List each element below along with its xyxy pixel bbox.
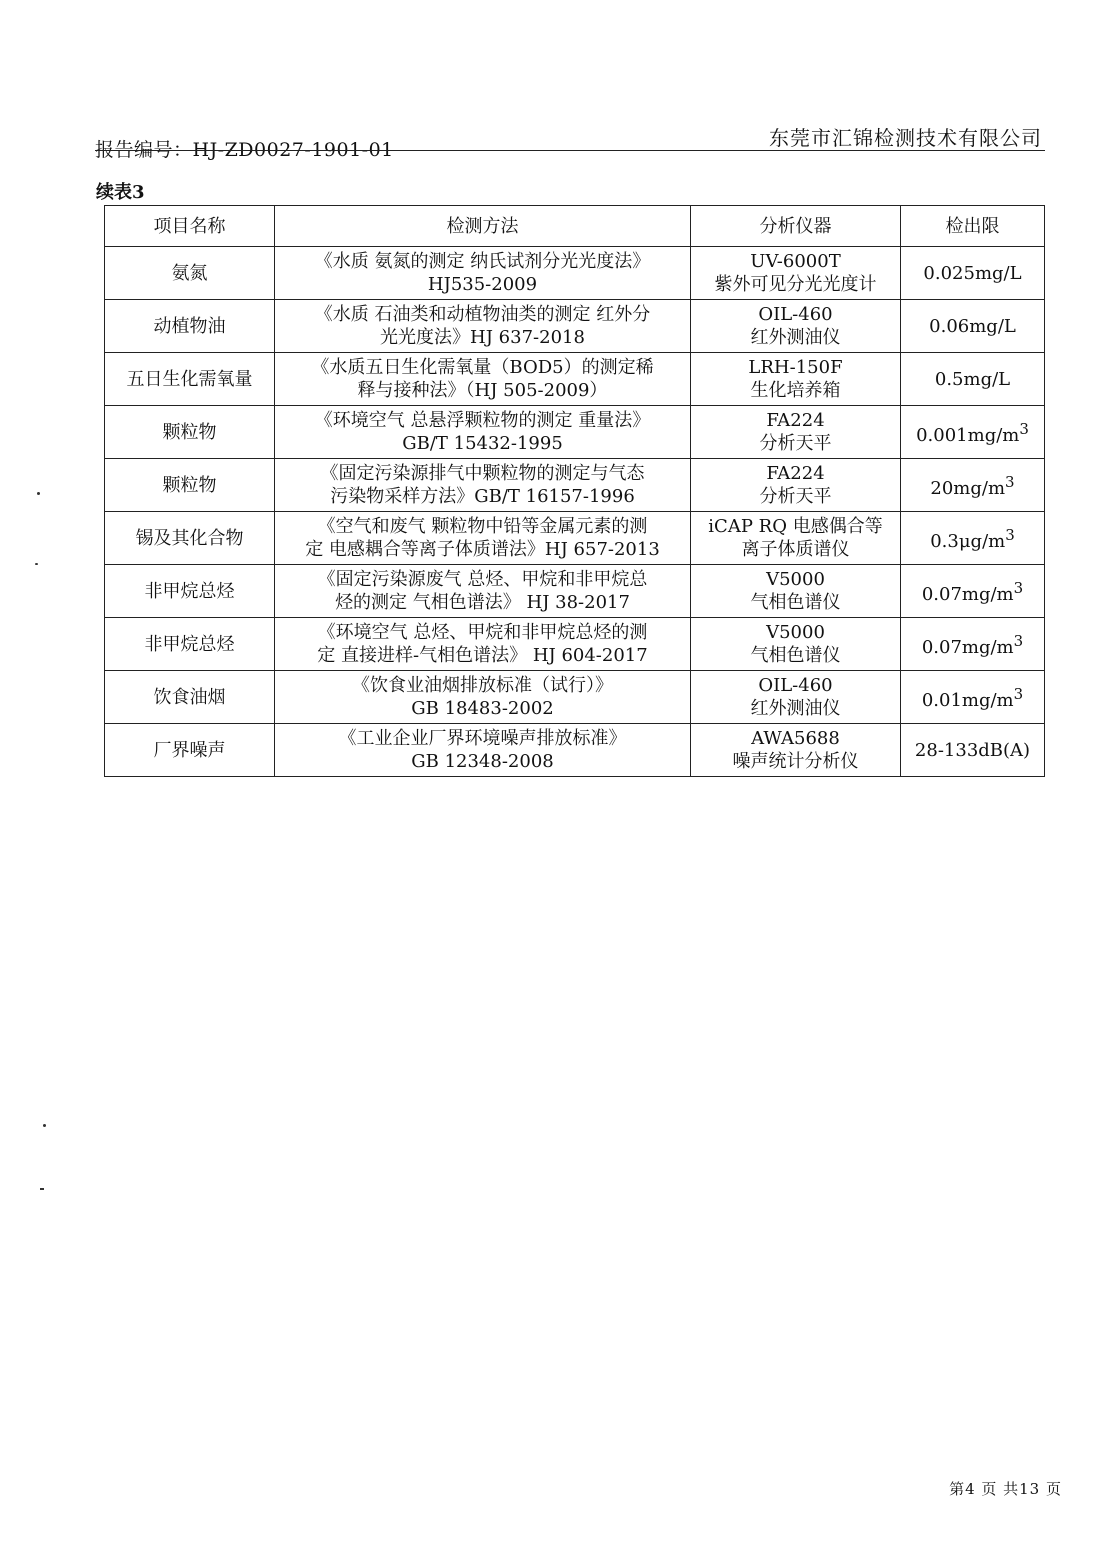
detection-limit-cell xyxy=(901,671,1045,724)
detection-limit-cell xyxy=(901,247,1045,300)
company-name: 东莞市汇锦检测技术有限公司 xyxy=(769,126,1042,150)
item-name-cell: 颗粒物 xyxy=(105,459,275,512)
detection-limit-value: 0.01mg/m xyxy=(921,689,1014,711)
method-line: GB/T 15432-1995 xyxy=(402,433,563,454)
instrument-line: 噪声统计分析仪 xyxy=(732,751,859,772)
instrument-line: FA224 xyxy=(766,410,825,431)
instrument-line: FA224 xyxy=(766,463,825,484)
detection-limit-cell xyxy=(901,512,1045,565)
method-cell xyxy=(275,671,691,724)
method-cell xyxy=(275,247,691,300)
method-line: 烃的测定 气相色谱法》 HJ 38-2017 xyxy=(335,592,630,613)
method-line: 《水质 石油类和动植物油类的测定 红外分 xyxy=(314,304,651,325)
instrument-cell xyxy=(691,353,901,406)
instrument-line: OIL-460 xyxy=(758,675,833,696)
detection-limit-cell xyxy=(901,300,1045,353)
instrument-cell xyxy=(691,565,901,618)
scan-speck xyxy=(37,492,40,495)
method-cell xyxy=(275,353,691,406)
table-row xyxy=(105,671,1045,724)
method-line: HJ535-2009 xyxy=(427,274,538,295)
instrument-line: 红外测油仪 xyxy=(750,698,841,719)
item-name-cell: 非甲烷总烃 xyxy=(105,618,275,671)
method-line: 《水质 氨氮的测定 纳氏试剂分光光度法》 xyxy=(314,251,651,272)
item-name-cell: 氨氮 xyxy=(105,247,275,300)
unit-superscript: 3 xyxy=(1013,578,1024,597)
item-name-cell: 颗粒物 xyxy=(105,406,275,459)
instrument-line: 离子体质谱仪 xyxy=(741,539,850,560)
instrument-cell xyxy=(691,512,901,565)
detection-limit-value: 20mg/m xyxy=(930,477,1006,499)
detection-limit-cell xyxy=(901,724,1045,777)
unit-superscript: 3 xyxy=(1013,684,1024,703)
detection-limit-cell xyxy=(901,565,1045,618)
instrument-line: 分析天平 xyxy=(759,486,832,507)
table-row xyxy=(105,247,1045,300)
instrument-line: AWA5688 xyxy=(751,728,840,749)
instrument-line: 分析天平 xyxy=(759,433,832,454)
method-line: 《固定污染源排气中颗粒物的测定与气态 xyxy=(320,463,645,484)
table-body xyxy=(105,247,1045,777)
instrument-line: 气相色谱仪 xyxy=(750,645,841,666)
method-line: 光光度法》HJ 637-2018 xyxy=(380,327,585,348)
instrument-line: 红外测油仪 xyxy=(750,327,841,348)
instrument-line: iCAP RQ 电感偶合等 xyxy=(708,516,883,537)
table-row xyxy=(105,459,1045,512)
method-line: 《固定污染源废气 总烃、甲烷和非甲烷总 xyxy=(317,569,648,590)
method-cell xyxy=(275,300,691,353)
detection-limit-value: 0.06mg/L xyxy=(929,315,1016,337)
item-name-cell: 动植物油 xyxy=(105,300,275,353)
detection-limit-cell xyxy=(901,618,1045,671)
instrument-line: 生化培养箱 xyxy=(750,380,841,401)
detection-limit-cell xyxy=(901,459,1045,512)
instrument-cell xyxy=(691,300,901,353)
method-line: 污染物采样方法》GB/T 16157-1996 xyxy=(330,486,635,507)
method-line: GB 18483-2002 xyxy=(411,698,554,719)
instrument-line: UV-6000T xyxy=(750,251,841,272)
instrument-line: V5000 xyxy=(766,569,825,590)
method-line: 释与接种法》（HJ 505-2009） xyxy=(357,380,608,401)
table-row xyxy=(105,300,1045,353)
table-header-row xyxy=(105,206,1045,247)
method-cell xyxy=(275,406,691,459)
instrument-line: 气相色谱仪 xyxy=(750,592,841,613)
detection-limit-value: 0.001mg/m xyxy=(916,424,1020,446)
instrument-cell xyxy=(691,247,901,300)
unit-superscript: 3 xyxy=(1005,525,1015,544)
table-row xyxy=(105,565,1045,618)
item-name-cell: 锡及其化合物 xyxy=(105,512,275,565)
table-subtitle: 续表3 xyxy=(96,182,145,203)
detection-limit-cell xyxy=(901,406,1045,459)
method-line: 《空气和废气 颗粒物中铅等金属元素的测 xyxy=(317,516,648,537)
detection-limit-value: 0.025mg/L xyxy=(923,262,1022,284)
detection-limit-value: 0.07mg/m xyxy=(921,636,1014,658)
scan-speck xyxy=(35,563,38,565)
table-row xyxy=(105,618,1045,671)
column-header-item: 项目名称 xyxy=(105,206,275,247)
method-line: 定 直接进样-气相色谱法》 HJ 604-2017 xyxy=(317,645,648,666)
column-header-instrument: 分析仪器 xyxy=(691,206,901,247)
detection-limit-cell xyxy=(901,353,1045,406)
item-name-cell: 厂界噪声 xyxy=(105,724,275,777)
header-divider xyxy=(95,150,1045,151)
unit-superscript: 3 xyxy=(1013,631,1024,650)
method-line: 定 电感耦合等离子体质谱法》HJ 657-2013 xyxy=(305,539,660,560)
page-number: 第4 页 共13 页 xyxy=(949,1480,1062,1498)
column-header-method: 检测方法 xyxy=(275,206,691,247)
method-line: 《环境空气 总烃、甲烷和非甲烷总烃的测 xyxy=(317,622,648,643)
instrument-cell xyxy=(691,459,901,512)
item-name-cell: 饮食油烟 xyxy=(105,671,275,724)
table-row xyxy=(105,512,1045,565)
detection-limit-value: 0.5mg/L xyxy=(934,368,1011,390)
item-name-cell: 非甲烷总烃 xyxy=(105,565,275,618)
instrument-line: V5000 xyxy=(766,622,825,643)
report-number: 报告编号：HJ-ZD0027-1901-01 xyxy=(95,139,394,161)
scan-speck xyxy=(40,1188,44,1190)
instrument-cell xyxy=(691,671,901,724)
instrument-line: 紫外可见分光光度计 xyxy=(714,274,877,295)
instrument-cell xyxy=(691,724,901,777)
method-cell xyxy=(275,724,691,777)
column-header-limit: 检出限 xyxy=(901,206,1045,247)
instrument-line: OIL-460 xyxy=(758,304,833,325)
table-row xyxy=(105,406,1045,459)
instrument-cell xyxy=(691,406,901,459)
method-line: 《水质五日生化需氧量（BOD5）的测定稀 xyxy=(311,357,654,378)
method-cell xyxy=(275,565,691,618)
scan-speck xyxy=(43,1124,46,1127)
method-cell xyxy=(275,618,691,671)
method-line: 《工业企业厂界环境噪声排放标准》 xyxy=(338,728,627,749)
detection-methods-table xyxy=(104,205,1045,777)
method-line: 《饮食业油烟排放标准（试行）》 xyxy=(352,675,613,696)
detection-limit-value: 0.3μg/m xyxy=(930,530,1006,552)
method-line: GB 12348-2008 xyxy=(411,751,554,772)
method-cell xyxy=(275,512,691,565)
unit-superscript: 3 xyxy=(1019,419,1029,438)
method-cell xyxy=(275,459,691,512)
unit-superscript: 3 xyxy=(1005,472,1015,491)
item-name-cell: 五日生化需氧量 xyxy=(105,353,275,406)
instrument-cell xyxy=(691,618,901,671)
table-row xyxy=(105,353,1045,406)
instrument-line: LRH-150F xyxy=(748,357,843,378)
detection-limit-value: 0.07mg/m xyxy=(921,583,1014,605)
table-row xyxy=(105,724,1045,777)
detection-limit-value: 28-133dB(A) xyxy=(914,739,1031,761)
method-line: 《环境空气 总悬浮颗粒物的测定 重量法》 xyxy=(314,410,651,431)
